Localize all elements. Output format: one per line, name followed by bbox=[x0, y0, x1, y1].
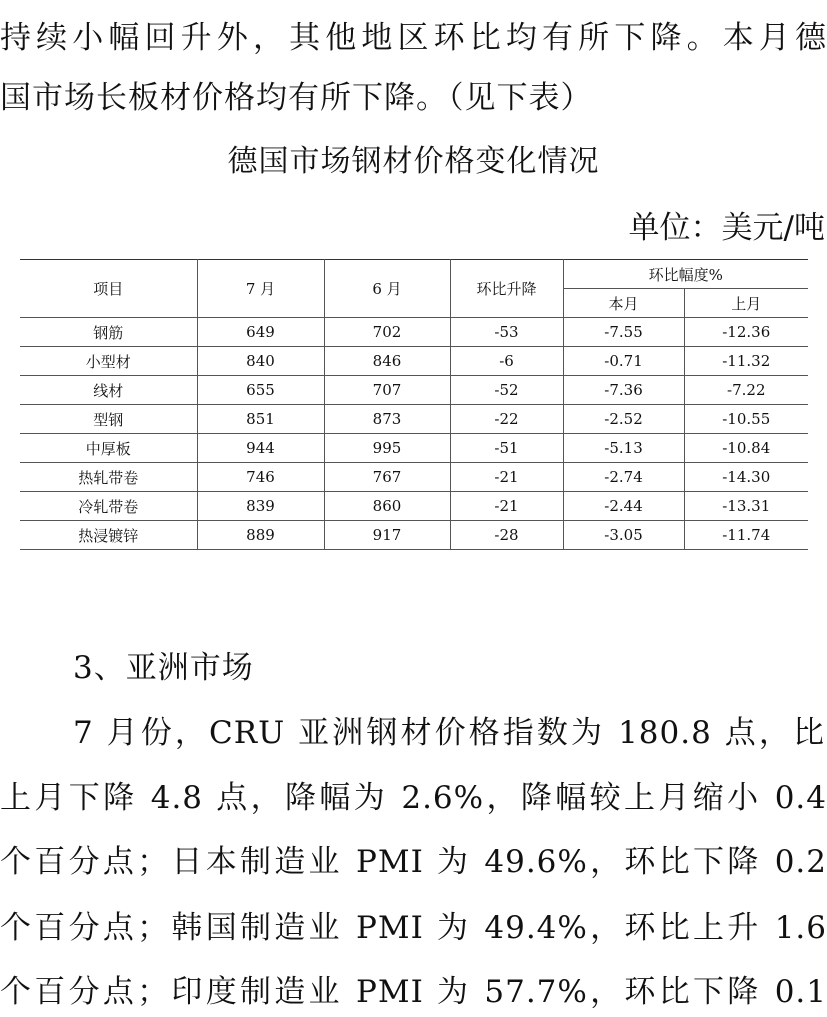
header-item: 项目 bbox=[20, 260, 197, 318]
cell-this: -2.52 bbox=[563, 405, 684, 434]
table-title: 德国市场钢材价格变化情况 bbox=[227, 144, 600, 179]
cell-this: -7.36 bbox=[563, 376, 684, 405]
cell-jul: 839 bbox=[197, 492, 324, 521]
cell-this: -2.74 bbox=[563, 463, 684, 492]
cell-last: -13.31 bbox=[684, 492, 808, 521]
cell-change: -28 bbox=[450, 521, 563, 550]
cell-item: 热浸镀锌 bbox=[20, 521, 197, 550]
table-row bbox=[20, 492, 808, 521]
cell-item: 热轧带卷 bbox=[20, 463, 197, 492]
price-table bbox=[20, 259, 808, 550]
cell-jun: 860 bbox=[324, 492, 450, 521]
paragraph-line-1: 7 月份，CRU 亚洲钢材价格指数为 180.8 点，比 bbox=[73, 715, 825, 751]
cell-jul: 851 bbox=[197, 405, 324, 434]
cell-this: -0.71 bbox=[563, 347, 684, 376]
cell-last: -11.32 bbox=[684, 347, 808, 376]
cell-last: -12.36 bbox=[684, 318, 808, 347]
cell-item: 线材 bbox=[20, 376, 197, 405]
intro-line-2: 国市场长板材价格均有所下降。（见下表） bbox=[0, 80, 593, 116]
header-change: 环比升降 bbox=[450, 260, 563, 318]
header-jun: 6 月 bbox=[324, 260, 450, 318]
cell-change: -6 bbox=[450, 347, 563, 376]
cell-last: -14.30 bbox=[684, 463, 808, 492]
cell-change: -52 bbox=[450, 376, 563, 405]
header-last-month: 上月 bbox=[684, 289, 808, 318]
cell-change: -21 bbox=[450, 492, 563, 521]
paragraph-line-4: 个百分点；韩国制造业 PMI 为 49.4%，环比上升 1.6 bbox=[0, 910, 827, 946]
cell-last: -11.74 bbox=[684, 521, 808, 550]
paragraph-line-3: 个百分点；日本制造业 PMI 为 49.6%，环比下降 0.2 bbox=[0, 844, 827, 880]
cell-item: 小型材 bbox=[20, 347, 197, 376]
cell-last: -10.55 bbox=[684, 405, 808, 434]
cell-item: 钢筋 bbox=[20, 318, 197, 347]
cell-last: -10.84 bbox=[684, 434, 808, 463]
header-jul: 7 月 bbox=[197, 260, 324, 318]
paragraph-line-2: 上月下降 4.8 点，降幅为 2.6%，降幅较上月缩小 0.4 bbox=[0, 780, 827, 816]
cell-jun: 702 bbox=[324, 318, 450, 347]
cell-jul: 649 bbox=[197, 318, 324, 347]
cell-jul: 944 bbox=[197, 434, 324, 463]
paragraph-line-5: 个百分点；印度制造业 PMI 为 57.7%，环比下降 0.1 bbox=[0, 974, 827, 1010]
cell-this: -3.05 bbox=[563, 521, 684, 550]
cell-jul: 840 bbox=[197, 347, 324, 376]
intro-line-1: 持续小幅回升外，其他地区环比均有所下降。本月德 bbox=[0, 20, 827, 56]
cell-change: -21 bbox=[450, 463, 563, 492]
cell-jun: 873 bbox=[324, 405, 450, 434]
cell-change: -51 bbox=[450, 434, 563, 463]
table-row bbox=[20, 434, 808, 463]
table-row bbox=[20, 463, 808, 492]
header-this-month: 本月 bbox=[563, 289, 684, 318]
table-row bbox=[20, 521, 808, 550]
table-row bbox=[20, 405, 808, 434]
cell-item: 中厚板 bbox=[20, 434, 197, 463]
cell-jun: 767 bbox=[324, 463, 450, 492]
cell-item: 型钢 bbox=[20, 405, 197, 434]
cell-last: -7.22 bbox=[684, 376, 808, 405]
cell-this: -2.44 bbox=[563, 492, 684, 521]
cell-jun: 995 bbox=[324, 434, 450, 463]
cell-jul: 889 bbox=[197, 521, 324, 550]
cell-jun: 917 bbox=[324, 521, 450, 550]
cell-jul: 746 bbox=[197, 463, 324, 492]
cell-change: -22 bbox=[450, 405, 563, 434]
table-row bbox=[20, 318, 808, 347]
cell-this: -7.55 bbox=[563, 318, 684, 347]
cell-item: 冷轧带卷 bbox=[20, 492, 197, 521]
table-row bbox=[20, 376, 808, 405]
cell-this: -5.13 bbox=[563, 434, 684, 463]
cell-jul: 655 bbox=[197, 376, 324, 405]
cell-jun: 707 bbox=[324, 376, 450, 405]
cell-change: -53 bbox=[450, 318, 563, 347]
unit-label: 单位：美元/吨 bbox=[628, 210, 825, 246]
cell-jun: 846 bbox=[324, 347, 450, 376]
section-heading: 3、亚洲市场 bbox=[73, 650, 254, 686]
table-row bbox=[20, 347, 808, 376]
header-pct-group: 环比幅度% bbox=[563, 260, 808, 289]
